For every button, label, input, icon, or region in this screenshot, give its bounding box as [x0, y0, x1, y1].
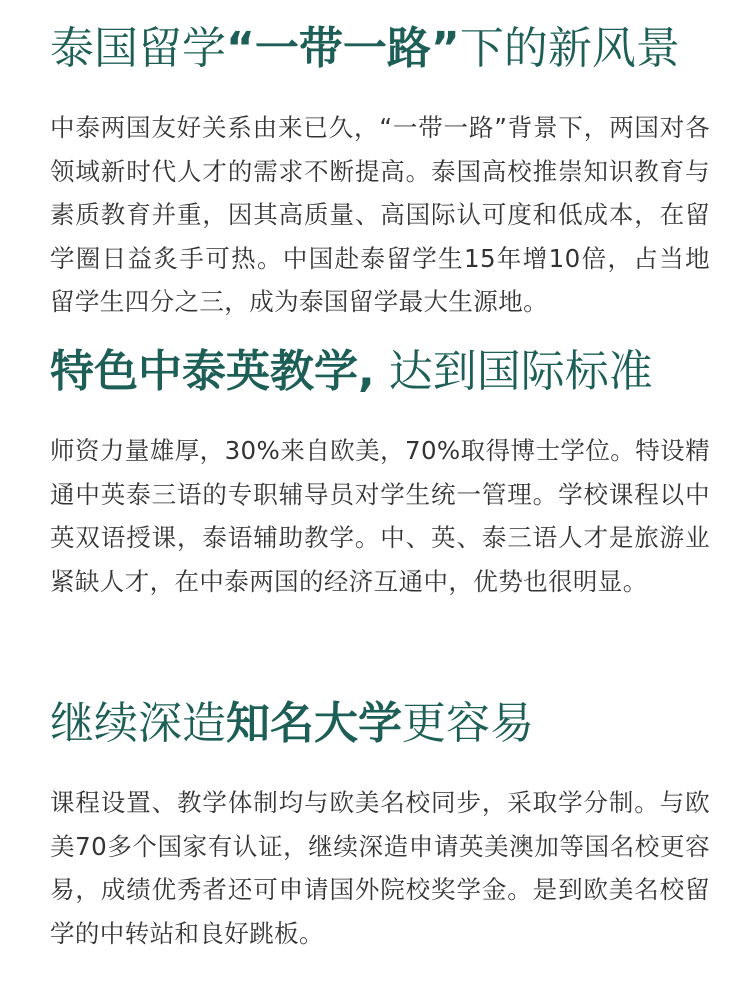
section-body: 师资力量雄厚，30%来自欧美，70%取得博士学位。特设精通中英泰三语的专职辅导员对学生统一管理。学校课程以中英双语授课，泰语辅助教学。中、英、泰三语人才是旅游业紧缺人才，在中泰两国的经济互通中，优势也很明显。	[50, 436, 710, 596]
heading-text: 继续深造	[50, 698, 226, 749]
section-one-belt-one-road	[50, 22, 710, 324]
section-body: 课程设置、教学体制均与欧美名校同步，采取学分制。与欧美70多个国家有认证，继续深造申请英美澳加等国名校更容易，成绩优秀者还可申请国外院校奖学金。是到欧美名校留学的中转站和良好跳板。	[50, 788, 710, 948]
heading-text: 更容易	[402, 698, 534, 749]
heading-emphasis: 特色中泰英教学,	[50, 346, 375, 397]
heading-emphasis: 知名大学	[226, 698, 402, 749]
section-further-study	[50, 697, 710, 955]
section-heading	[50, 22, 710, 76]
heading-emphasis: 一带一路	[254, 23, 431, 74]
heading-quote-close: ”	[430, 23, 460, 74]
section-heading	[50, 697, 710, 751]
section-heading	[50, 345, 710, 399]
heading-text: 泰国留学	[50, 23, 226, 74]
heading-quote-open: “	[226, 23, 255, 74]
heading-text: 达到国际标准	[374, 346, 653, 397]
heading-text: 下的新风景	[459, 23, 680, 74]
section-trilingual-teaching	[50, 345, 710, 603]
section-body: 中泰两国友好关系由来已久，“一带一路”背景下，两国对各领域新时代人才的需求不断提高。泰国高校推崇知识教育与素质教育并重，因其高质量、高国际认可度和低成本，在留学圈日益炙手可热。中国赴泰留学生15年增10倍，占当地留学生四分之三，成为泰国留学最大生源地。	[50, 113, 710, 316]
